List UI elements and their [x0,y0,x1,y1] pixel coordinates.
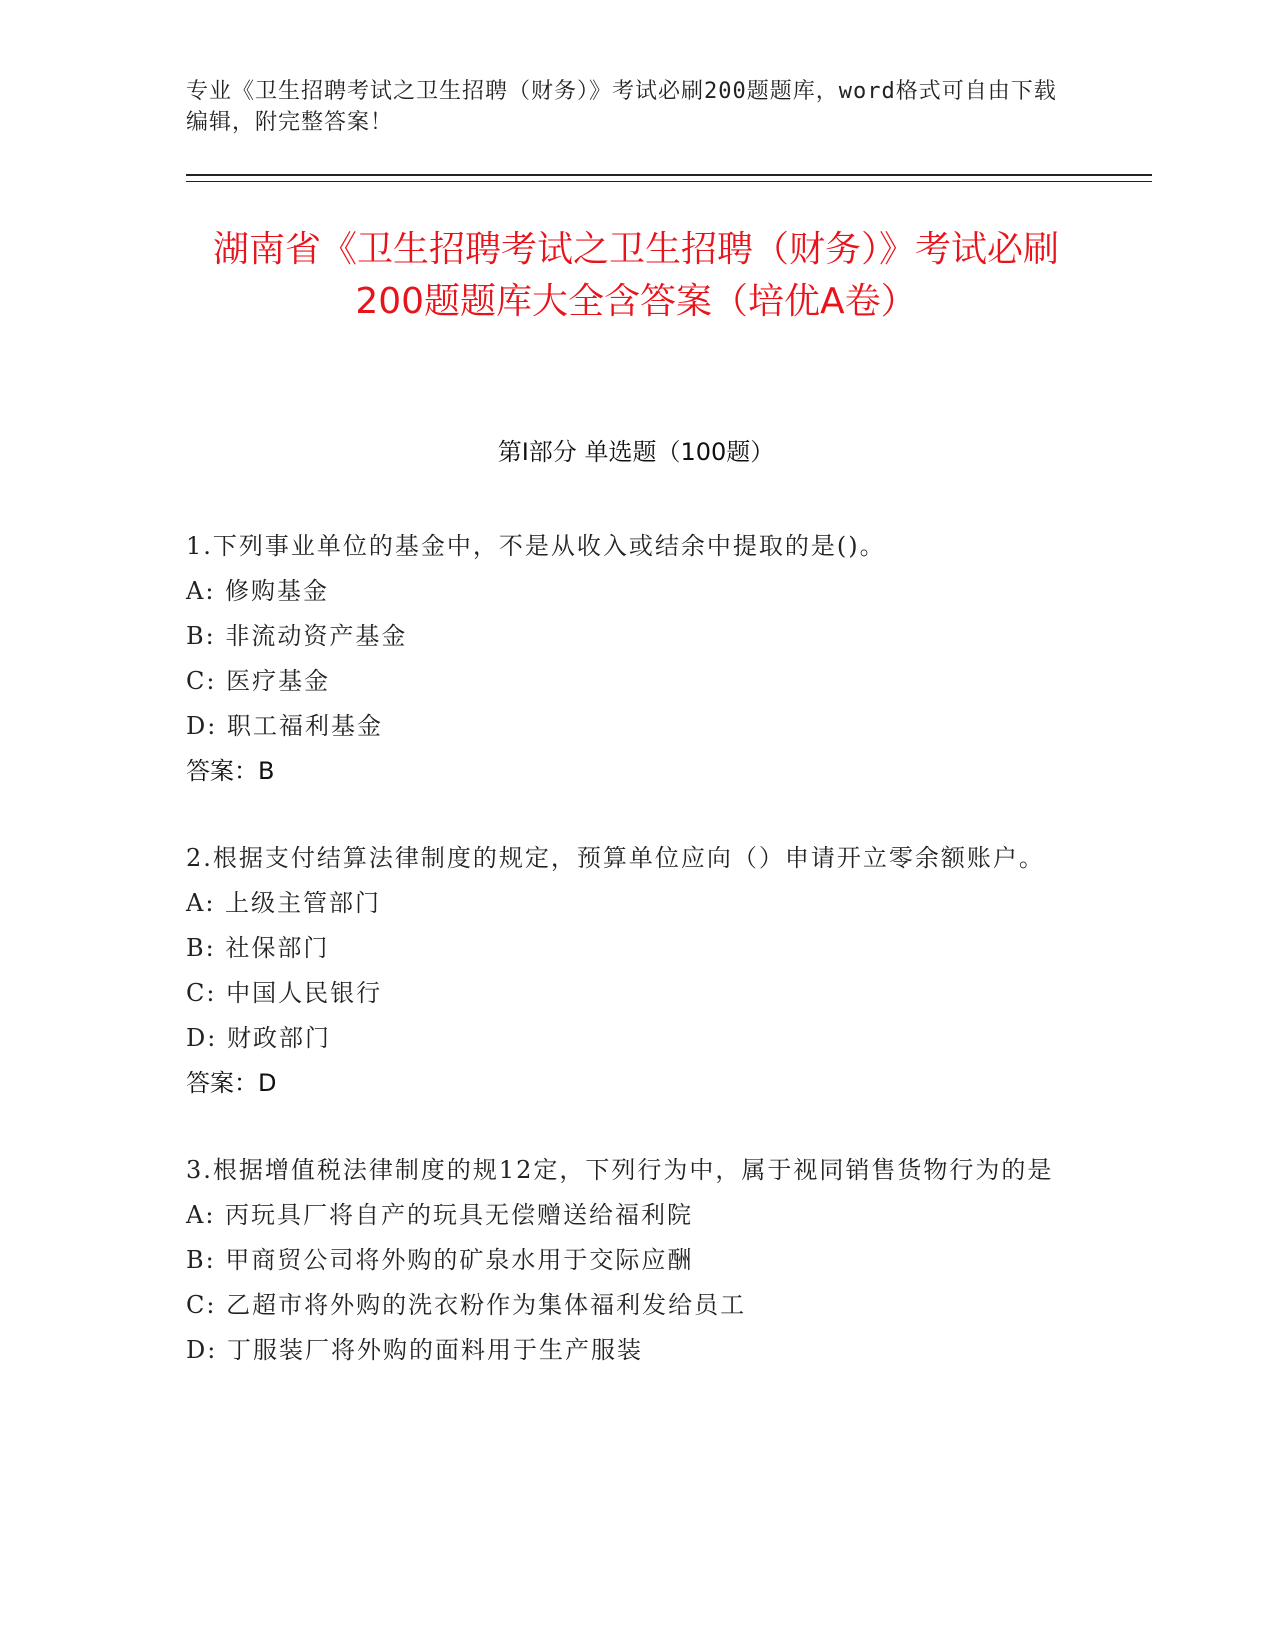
option-d: D: 丁服装厂将外购的面料用于生产服装 [186,1336,643,1364]
header-divider-thin [186,181,1152,182]
question-item [186,836,1086,1106]
answer-line: 答案：D [186,1069,277,1097]
document-title: 湖南省《卫生招聘考试之卫生招聘（财务）》考试必刷200题题库大全含答案（培优A卷） [212,229,1059,322]
question-stem: 1.下列事业单位的基金中，不是从收入或结余中提取的是()。 [186,532,886,560]
option-d: D: 财政部门 [186,1024,331,1052]
option-c: C: 乙超市将外购的洗衣粉作为集体福利发给员工 [186,1291,747,1319]
question-list [186,524,1086,1415]
question-stem: 2.根据支付结算法律制度的规定，预算单位应向（）申请开立零余额账户。 [186,844,1045,872]
header-note: 专业《卫生招聘考试之卫生招聘（财务）》考试必刷200题题库，word格式可自由下载编辑，附完整答案！ [186,79,1057,135]
option-c: C: 中国人民银行 [186,979,383,1007]
option-b: B: 社保部门 [186,934,330,962]
option-a: A: 修购基金 [186,577,330,605]
option-c: C: 医疗基金 [186,667,331,695]
option-a: A: 上级主管部门 [186,889,382,917]
section-heading: 第I部分 单选题（100题） [497,438,775,466]
header-divider-thick [186,174,1152,176]
question-stem: 3.根据增值税法律制度的规12定，下列行为中，属于视同销售货物行为的是 [186,1156,1054,1184]
answer-line: 答案：B [186,757,275,785]
question-item [186,524,1086,794]
option-a: A: 丙玩具厂将自产的玩具无偿赠送给福利院 [186,1201,694,1229]
question-item [186,1148,1086,1373]
option-d: D: 职工福利基金 [186,712,383,740]
option-b: B: 非流动资产基金 [186,622,408,650]
option-b: B: 甲商贸公司将外购的矿泉水用于交际应酬 [186,1246,694,1274]
